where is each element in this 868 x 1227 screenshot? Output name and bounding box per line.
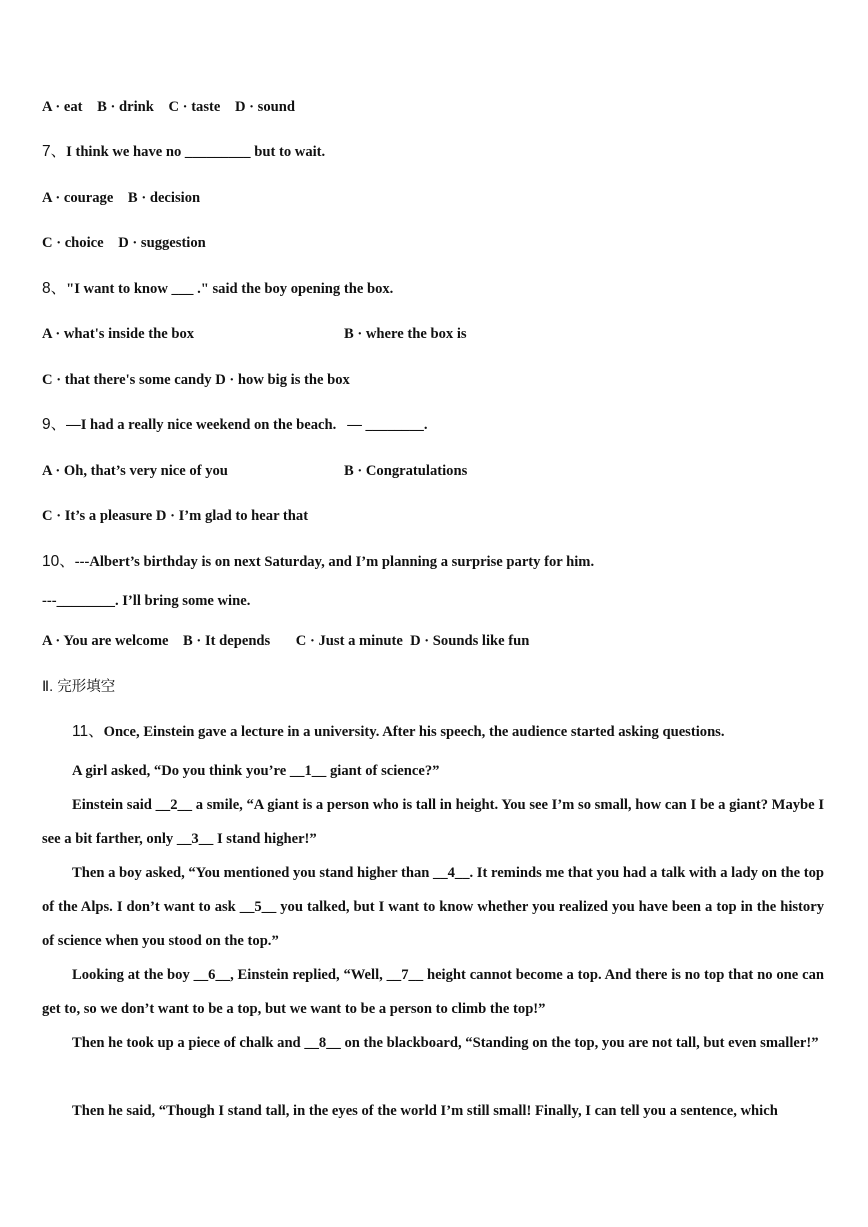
question-9 xyxy=(42,416,427,434)
question-text: "I want to know ___ ." said the boy opening the box. xyxy=(66,281,394,297)
q9-option-a: A · Oh, that’s very nice of you xyxy=(42,463,228,479)
question-number: 9、 xyxy=(42,416,67,433)
question-number: 11、 xyxy=(72,723,104,740)
paragraph-text: Then he took up a piece of chalk and __8__ on the blackboard, “Standing on the top, you are not tall, but even smaller!” xyxy=(72,1035,819,1051)
q7-options-ab: A · courage B · decision xyxy=(42,190,201,206)
q8-option-a: A · what's inside the box xyxy=(42,326,195,342)
question-7 xyxy=(42,143,325,161)
paragraph-text: Looking at the boy __6__, Einstein replied, “Well, __7__ height cannot become a top. And there is no top that no one can get to, so we don’t want to be a top, but we want to be a person to climb the top!” xyxy=(42,967,824,1017)
passage-paragraph-3 xyxy=(42,856,824,958)
paragraph-text: Einstein said __2__ a smile, “A giant is a person who is tall in height. You see I’m so small, how can I be a giant? Maybe I see a bit farther, only __3__ I stand higher!” xyxy=(42,797,824,847)
q6-options: A · eat B · drink C · taste D · sound xyxy=(42,99,295,115)
paragraph-text: Then a boy asked, “You mentioned you stand higher than __4__. It reminds me that you had a talk with a lady on the top of the Alps. I don’t want to ask __5__ you talked, but I want to know whether you realized you have been a top in the history of science when you stood on the top.” xyxy=(42,865,824,949)
question-8 xyxy=(42,280,393,298)
passage-paragraph-5 xyxy=(42,1026,824,1060)
question-text: Once, Einstein gave a lecture in a university. After his speech, the audience started asking questions. xyxy=(103,724,725,740)
passage-paragraph-6 xyxy=(42,1094,824,1128)
section-heading: Ⅱ. 完形填空 xyxy=(42,679,116,695)
question-text: ---Albert’s birthday is on next Saturday, and I’m planning a surprise party for him. xyxy=(74,554,595,570)
q9-option-b: B · Congratulations xyxy=(344,463,468,479)
q10-options: A · You are welcome B · It depends C · Just a minute D · Sounds like fun xyxy=(42,633,530,649)
question-number: 8、 xyxy=(42,280,67,297)
q8-option-b: B · where the box is xyxy=(344,326,467,342)
q9-options-cd: C · It’s a pleasure D · I’m glad to hear that xyxy=(42,508,309,524)
question-11 xyxy=(72,723,725,741)
passage-paragraph-2 xyxy=(42,788,824,856)
question-text: —I had a really nice weekend on the beach. — ________. xyxy=(66,417,428,433)
question-number: 7、 xyxy=(42,143,67,160)
q8-options-cd: C · that there's some candy D · how big is the box xyxy=(42,372,350,388)
question-text: I think we have no _________ but to wait. xyxy=(66,144,326,160)
question-number: 10、 xyxy=(42,553,75,570)
paragraph-text: Then he said, “Though I stand tall, in the eyes of the world I’m still small! Finally, I can tell you a sentence, which xyxy=(72,1103,778,1119)
passage-paragraph-4 xyxy=(42,958,824,1026)
question-10 xyxy=(42,553,594,571)
q7-options-cd: C · choice D · suggestion xyxy=(42,235,206,251)
passage-paragraph-1: A girl asked, “Do you think you’re __1__ giant of science?” xyxy=(72,763,440,779)
q10-reply-line: ---________. I’ll bring some wine. xyxy=(42,593,251,609)
